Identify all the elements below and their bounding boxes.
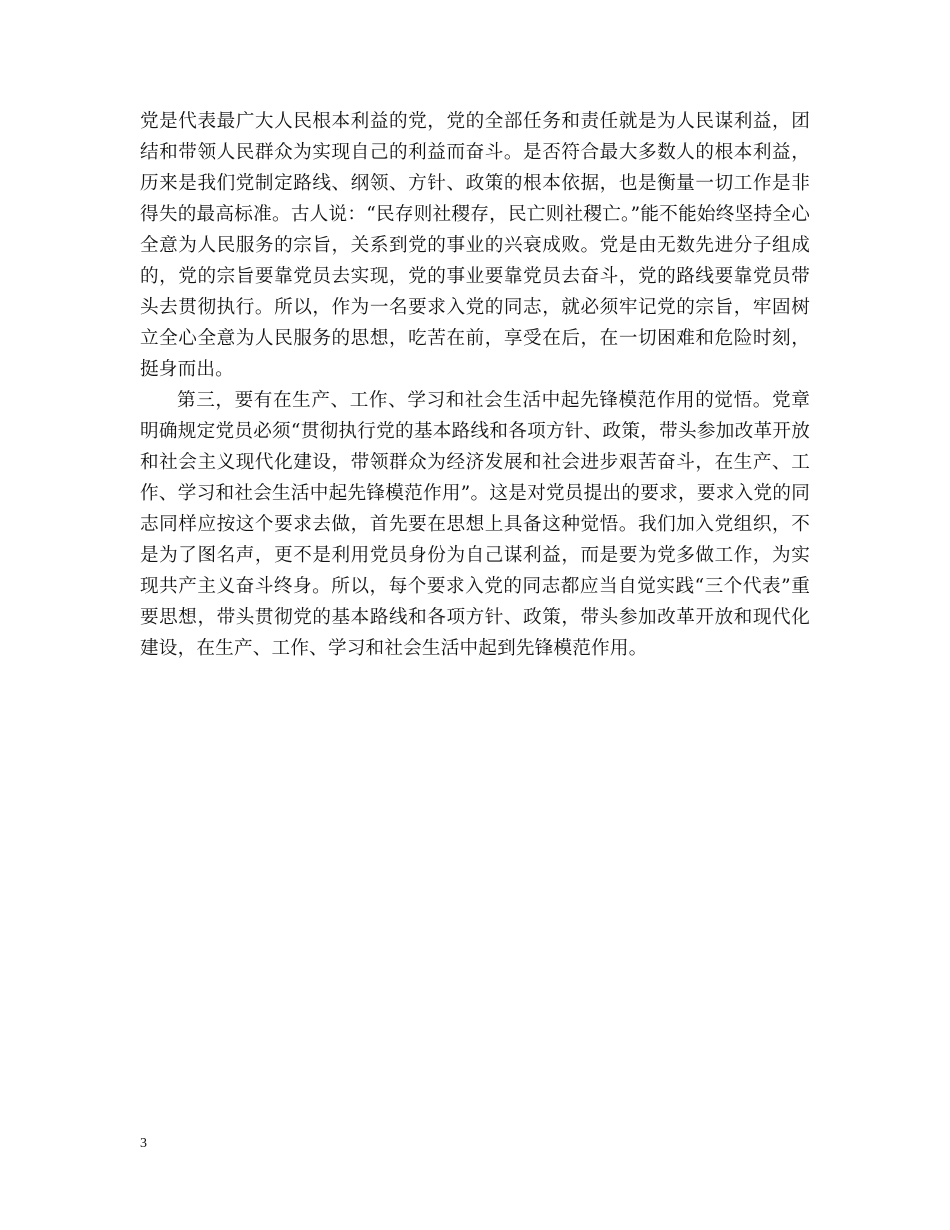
body-paragraph-third-point: 第三，要有在生产、工作、学习和社会生活中起先锋模范作用的觉悟。党章明确规定党员必须“贯彻执行党的基本路线和各项方针、政策，带头参加改革开放和社会主义现代化建设，带领群众为经济发展和社会进步艰苦奋斗，在生产、工作、学习和社会生活中起先锋模范作用”。这是对党员提出的要求，要求入党的同志同样应按这个要求去做，首先要在思想上具备这种觉悟。我们加入党组织，不是为了图名声，更不是利用党员身份为自己谋利益，而是要为党多做工作，为实现共产主义奋斗终身。所以，每个要求入党的同志都应当自觉实践“三个代表”重要思想，带头贯彻党的基本路线和各项方针、政策，带头参加改革开放和现代化建设，在生产、工作、学习和社会生活中起到先锋模范作用。 bbox=[140, 390, 810, 659]
document-body bbox=[140, 106, 810, 664]
page-number: 3 bbox=[140, 1136, 147, 1151]
body-paragraph-continued: 党是代表最广大人民根本利益的党，党的全部任务和责任就是为人民谋利益，团结和带领人民群众为实现自己的利益而奋斗。是否符合最大多数人的根本利益，历来是我们党制定路线、纲领、方针、政策的根本依据，也是衡量一切工作是非得失的最高标准。古人说：“民存则社稷存，民亡则社稷亡。”能不能始终坚持全心全意为人民服务的宗旨，关系到党的事业的兴衰成败。党是由无数先进分子组成的，党的宗旨要靠党员去实现，党的事业要靠党员去奋斗，党的路线要靠党员带头去贯彻执行。所以，作为一名要求入党的同志，就必须牢记党的宗旨，牢固树立全心全意为人民服务的思想，吃苦在前，享受在后，在一切困难和危险时刻，挺身而出。 bbox=[140, 111, 810, 380]
